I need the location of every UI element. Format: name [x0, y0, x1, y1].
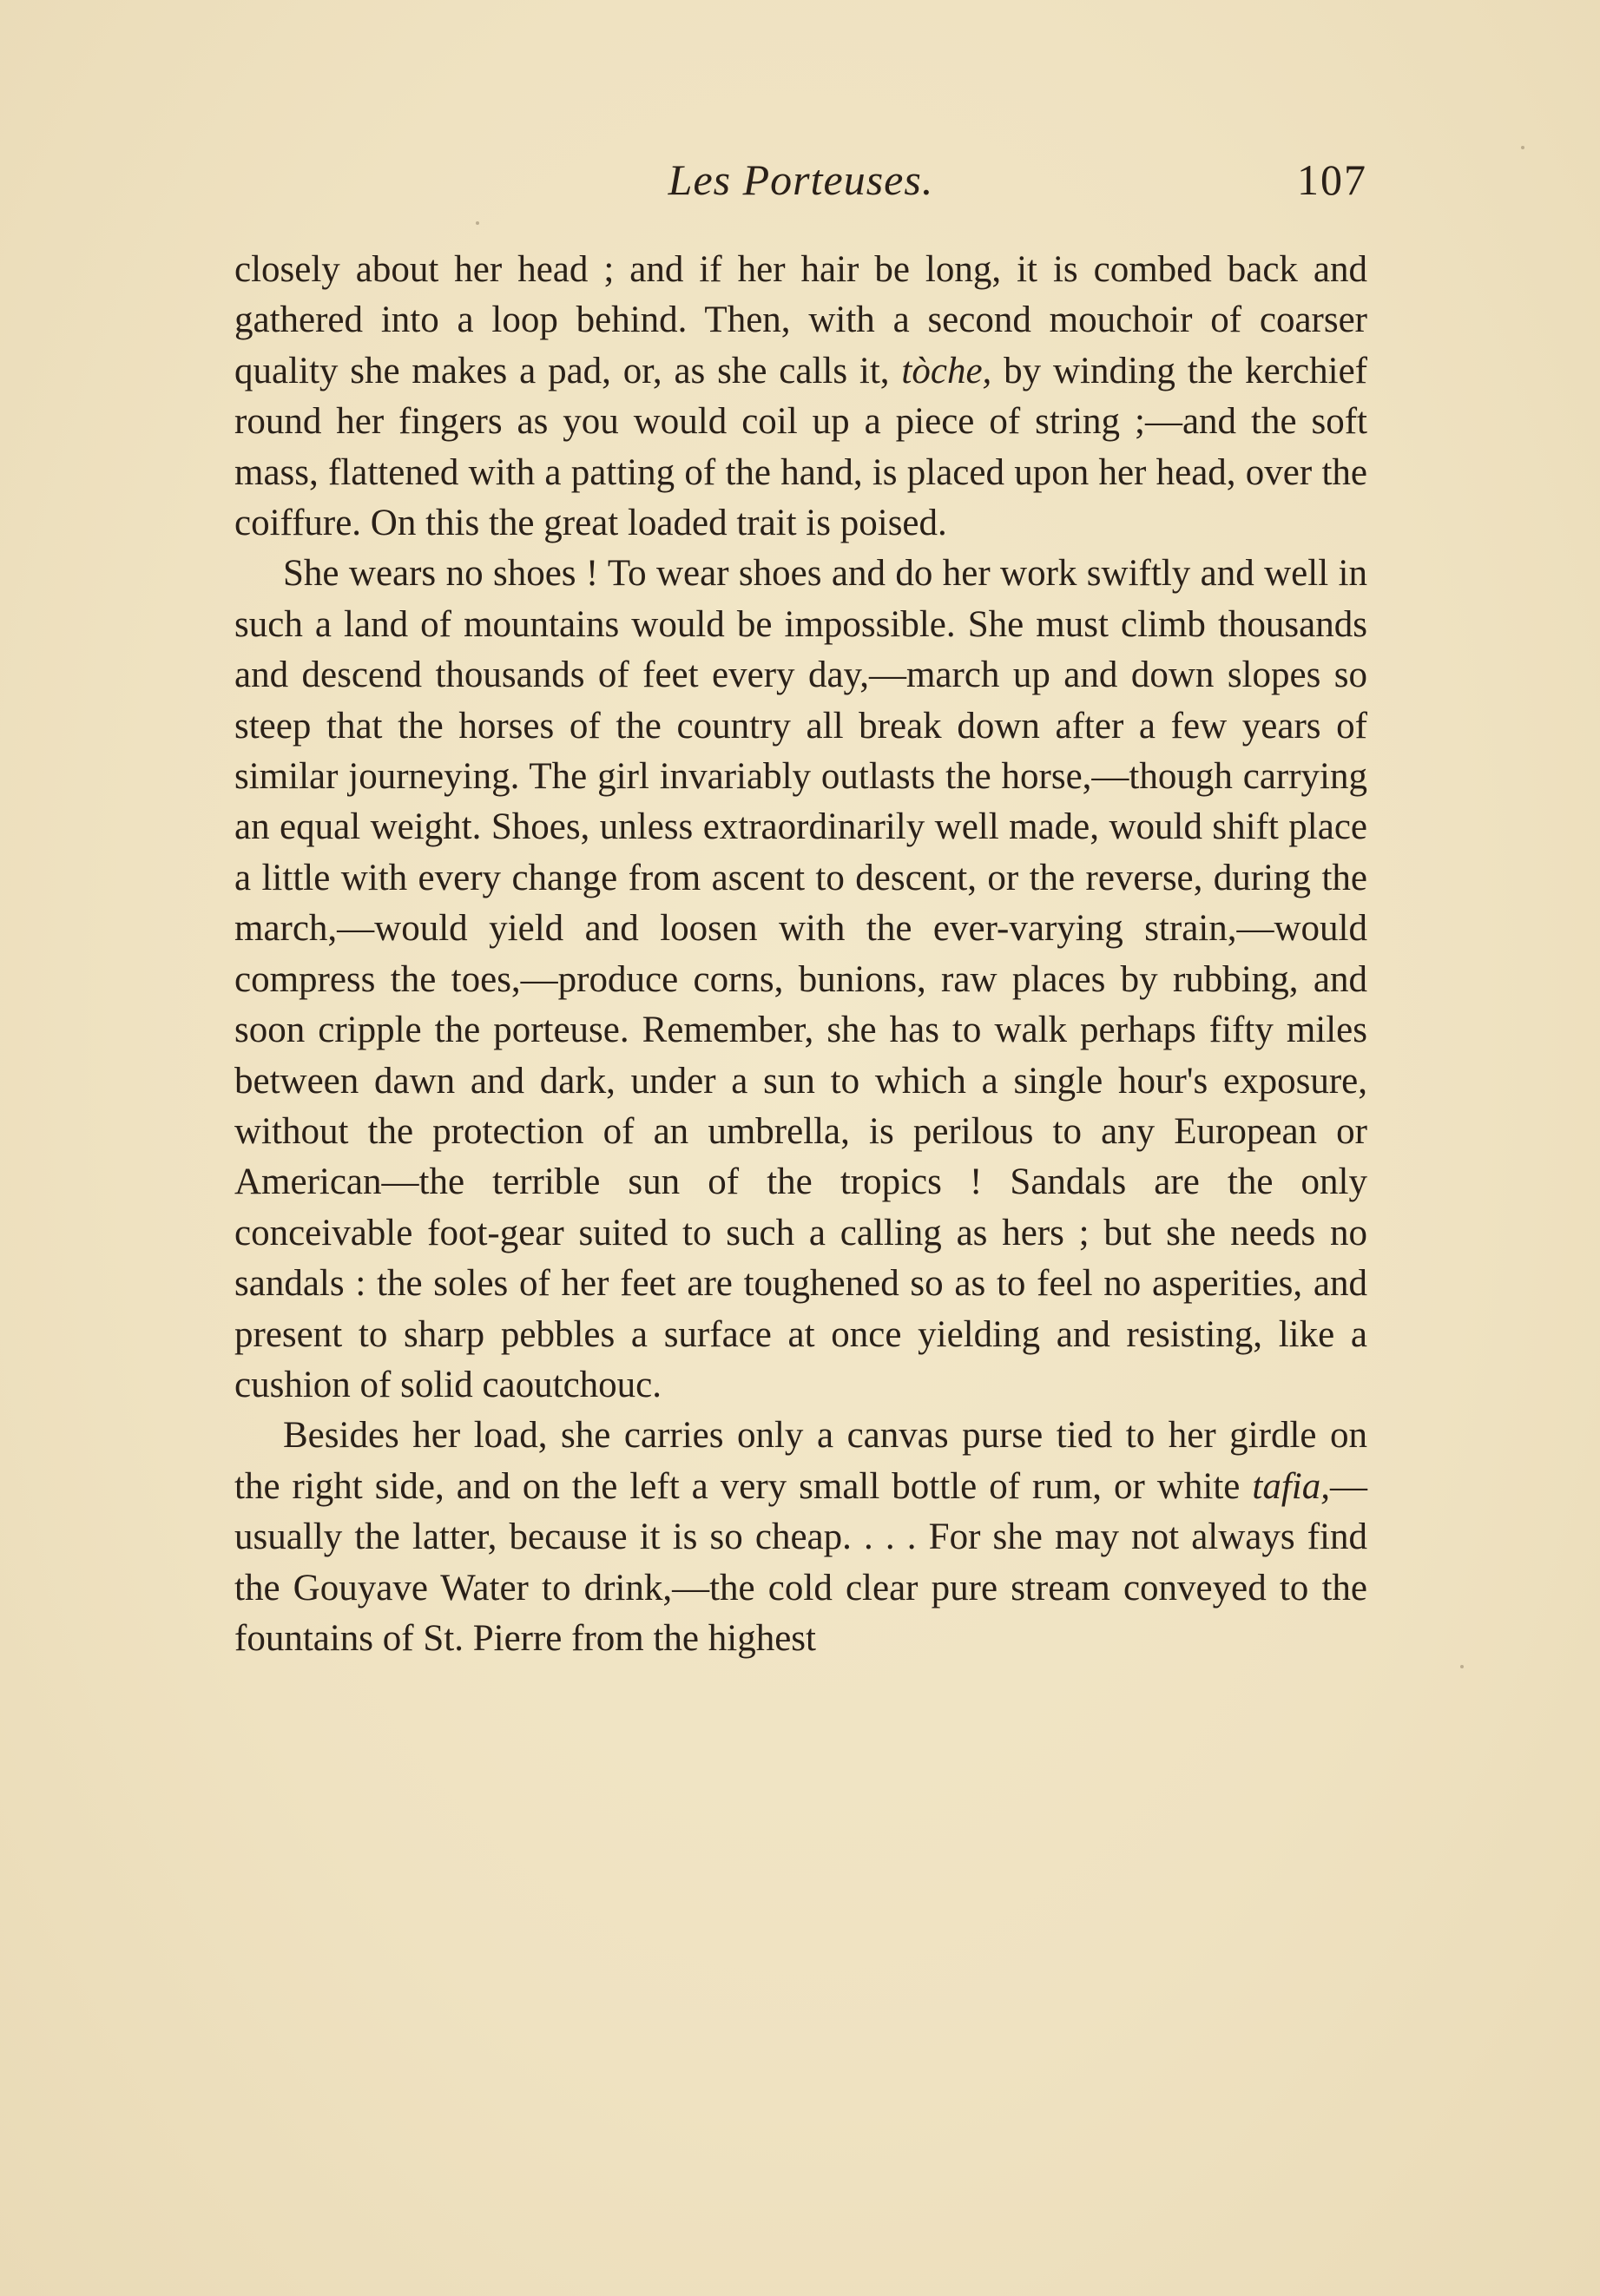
paragraph-3-text-b: —usually the latter, because it is so cheap. . . . For she may not always find the Gouyave Water to drink,—the cold clear pure stream conveyed to the fountains of St. Pierre from the highest — [234, 1465, 1367, 1659]
body-text — [234, 245, 1367, 1664]
paragraph-1 — [234, 245, 1367, 549]
paper-speck — [476, 221, 479, 225]
paragraph-3 — [234, 1411, 1367, 1664]
running-title: Les Porteuses. — [668, 155, 934, 204]
paper-speck — [1521, 146, 1524, 149]
paragraph-1-text-b: by winding the kerchief round her fingers as you would coil up a piece of string ;—and the soft mass, flattened with a patting of the hand, is placed upon her head, over the coiffure. On this the great loaded trait is poised. — [234, 350, 1367, 544]
paragraph-3-italic-tafia: tafia, — [1252, 1465, 1330, 1507]
page-header — [234, 155, 1367, 215]
paragraph-1-text-a: closely about her head ; and if her hair be long, it is combed back and gathered into a loop behind. Then, with a second mouchoir of coarser quality she makes a pad, or, as she calls it, — [234, 249, 1367, 391]
paper-speck — [1460, 1665, 1464, 1668]
paragraph-1-italic-toche: tòche, — [901, 350, 992, 391]
paragraph-3-text-a: Besides her load, she carries only a canvas purse tied to her girdle on the right side, and on the left a very small bottle of rum, or white — [234, 1415, 1367, 1507]
paragraph-2: She wears no shoes ! To wear shoes and do her work swiftly and well in such a land of mountains would be impossible. She must climb thousands and descend thousands of feet every day,—march up and down slopes so steep that the horses of the country all break down after a few years of similar journeying. The girl invariably outlasts the horse,—though carrying an equal weight. Shoes, unless extraordinarily well made, would shift place a little with every change from ascent to descent, or the reverse, during the march,—would yield and loosen with the ever-varying strain,—would compress the toes,—produce corns, bunions, raw places by rubbing, and soon cripple the porteuse. Remember, she has to walk perhaps fifty miles between dawn and dark, under a sun to which a single hour's exposure, without the protection of an umbrella, is perilous to any European or American—the terrible sun of the tropics ! Sandals are the only conceivable foot-gear suited to such a calling as hers ; but she needs no sandals : the soles of her feet are toughened so as to feel no asperities, and present to sharp pebbles a surface at once yielding and resisting, like a cushion of solid caoutchouc. — [234, 553, 1367, 1405]
page-number: 107 — [1297, 155, 1367, 204]
